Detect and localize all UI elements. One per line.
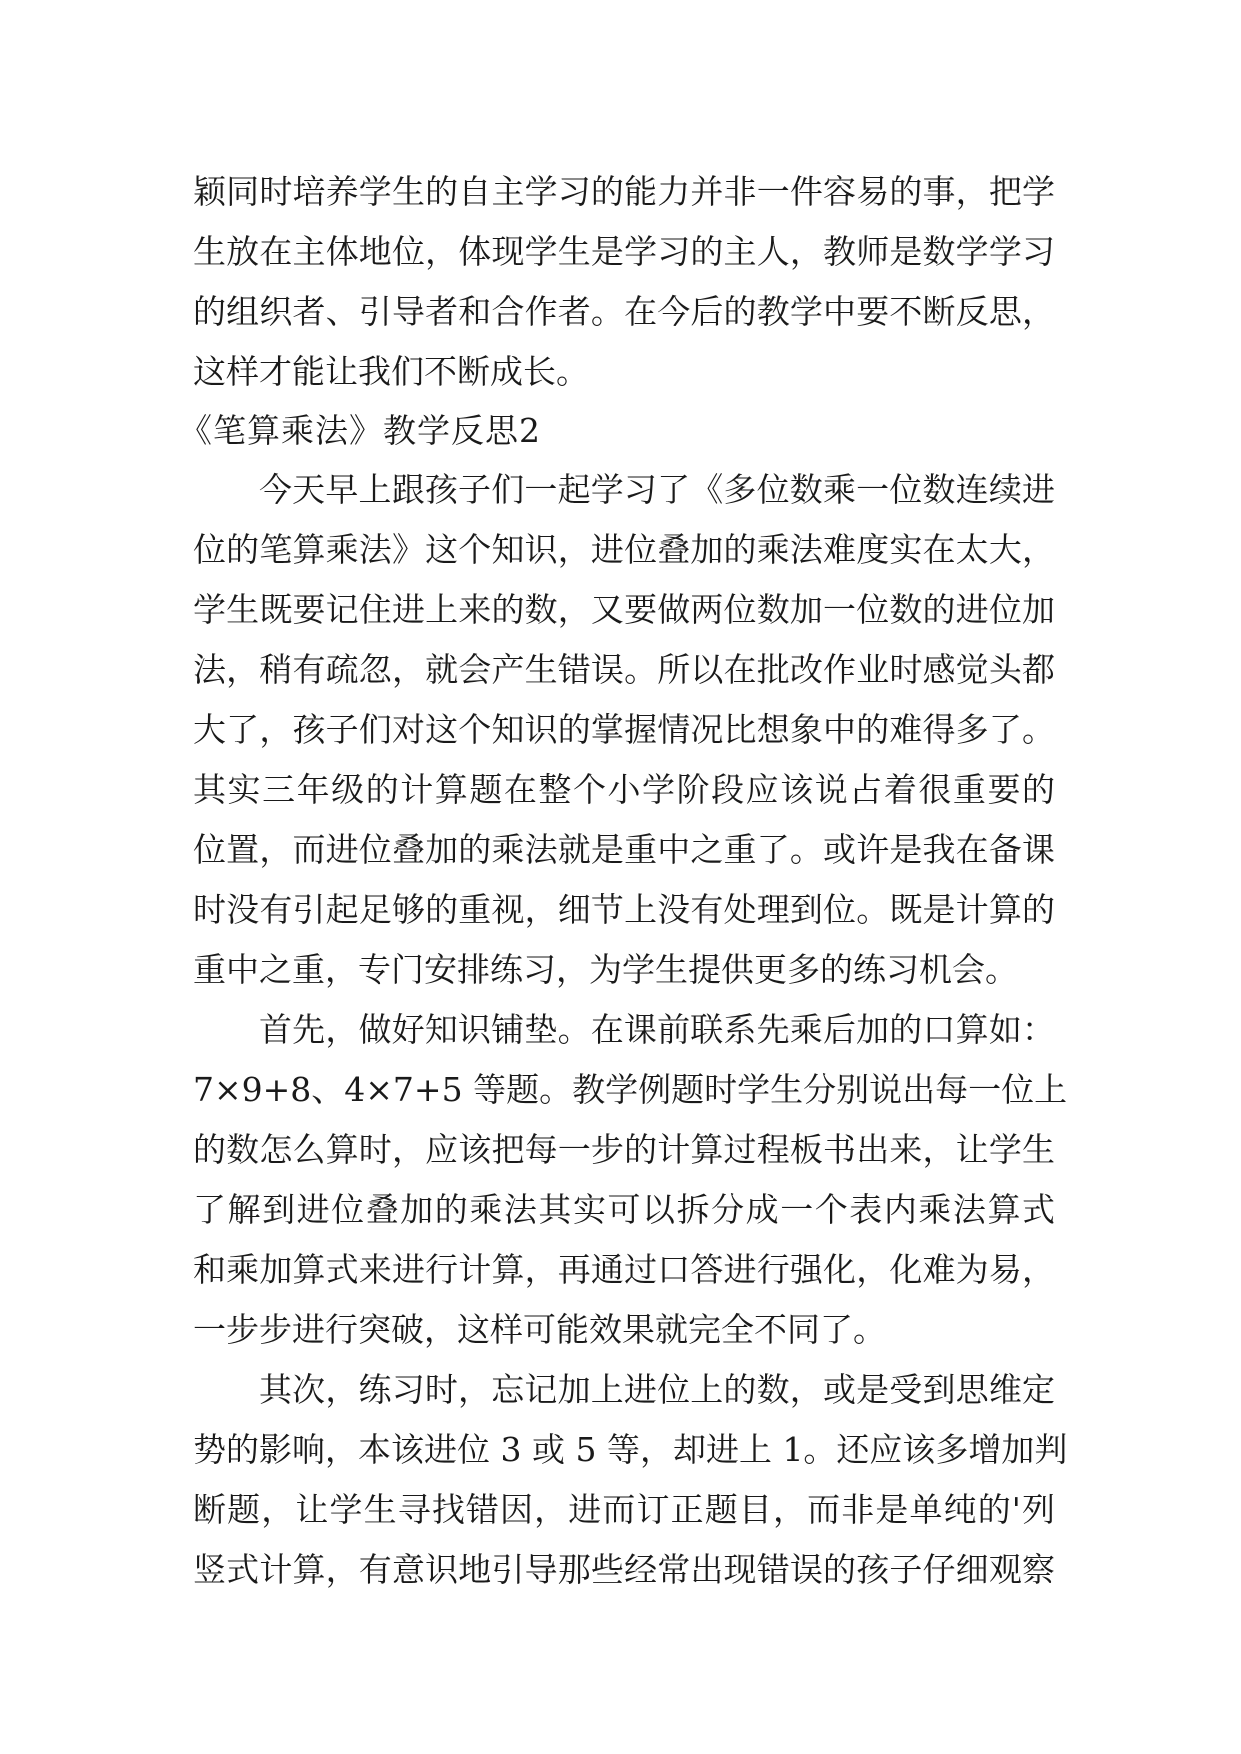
paragraph-line: 生放在主体地位，体现学生是学习的主人，教师是数学学习 bbox=[193, 232, 1055, 271]
paragraph-line: 7×9+8、4×7+5 等题。教学例题时学生分别说出每一位上 bbox=[193, 1070, 1068, 1109]
document-body bbox=[179, 162, 1068, 1600]
paragraph-line: 竖式计算，有意识地引导那些经常出现错误的孩子仔细观察 bbox=[193, 1550, 1055, 1589]
paragraph-line: 的组织者、引导者和合作者。在今后的教学中要不断反思， bbox=[193, 292, 1055, 331]
paragraph-line: 其实三年级的计算题在整个小学阶段应该说占着很重要的 bbox=[193, 770, 1055, 809]
paragraph-line: 这样才能让我们不断成长。 bbox=[193, 352, 589, 391]
paragraph-line: 位的笔算乘法》这个知识，进位叠加的乘法难度实在太大， bbox=[193, 530, 1055, 569]
paragraph-line: 颖同时培养学生的自主学习的能力并非一件容易的事，把学 bbox=[193, 172, 1055, 211]
paragraph-line: 位置，而进位叠加的乘法就是重中之重了。或许是我在备课 bbox=[193, 830, 1055, 869]
paragraph-line: 了解到进位叠加的乘法其实可以拆分成一个表内乘法算式 bbox=[193, 1190, 1055, 1229]
paragraph-line: 的数怎么算时，应该把每一步的计算过程板书出来，让学生 bbox=[193, 1130, 1055, 1169]
paragraph-line: 时没有引起足够的重视，细节上没有处理到位。既是计算的 bbox=[193, 890, 1055, 929]
paragraph-line: 其次，练习时，忘记加上进位上的数，或是受到思维定 bbox=[259, 1370, 1055, 1409]
paragraph-line: 大了，孩子们对这个知识的掌握情况比想象中的难得多了。 bbox=[193, 710, 1055, 749]
paragraph-line: 法，稍有疏忽，就会产生错误。所以在批改作业时感觉头都 bbox=[193, 650, 1055, 689]
paragraph-line: 和乘加算式来进行计算，再通过口答进行强化，化难为易， bbox=[193, 1250, 1055, 1289]
paragraph-line: 势的影响，本该进位 3 或 5 等，却进上 1。还应该多增加判 bbox=[193, 1430, 1068, 1469]
paragraph-line: 断题，让学生寻找错因，进而订正题目，而非是单纯的'列 bbox=[193, 1490, 1055, 1529]
section-heading: 《笔算乘法》教学反思2 bbox=[179, 411, 541, 450]
paragraph-line: 首先，做好知识铺垫。在课前联系先乘后加的口算如： bbox=[259, 1010, 1055, 1049]
paragraph-line: 学生既要记住进上来的数，又要做两位数加一位数的进位加 bbox=[193, 590, 1055, 629]
paragraph-line: 重中之重，专门安排练习，为学生提供更多的练习机会。 bbox=[193, 950, 1018, 989]
paragraph-line: 今天早上跟孩子们一起学习了《多位数乘一位数连续进 bbox=[259, 470, 1055, 509]
paragraph-line: 一步步进行突破，这样可能效果就完全不同了。 bbox=[193, 1310, 886, 1349]
